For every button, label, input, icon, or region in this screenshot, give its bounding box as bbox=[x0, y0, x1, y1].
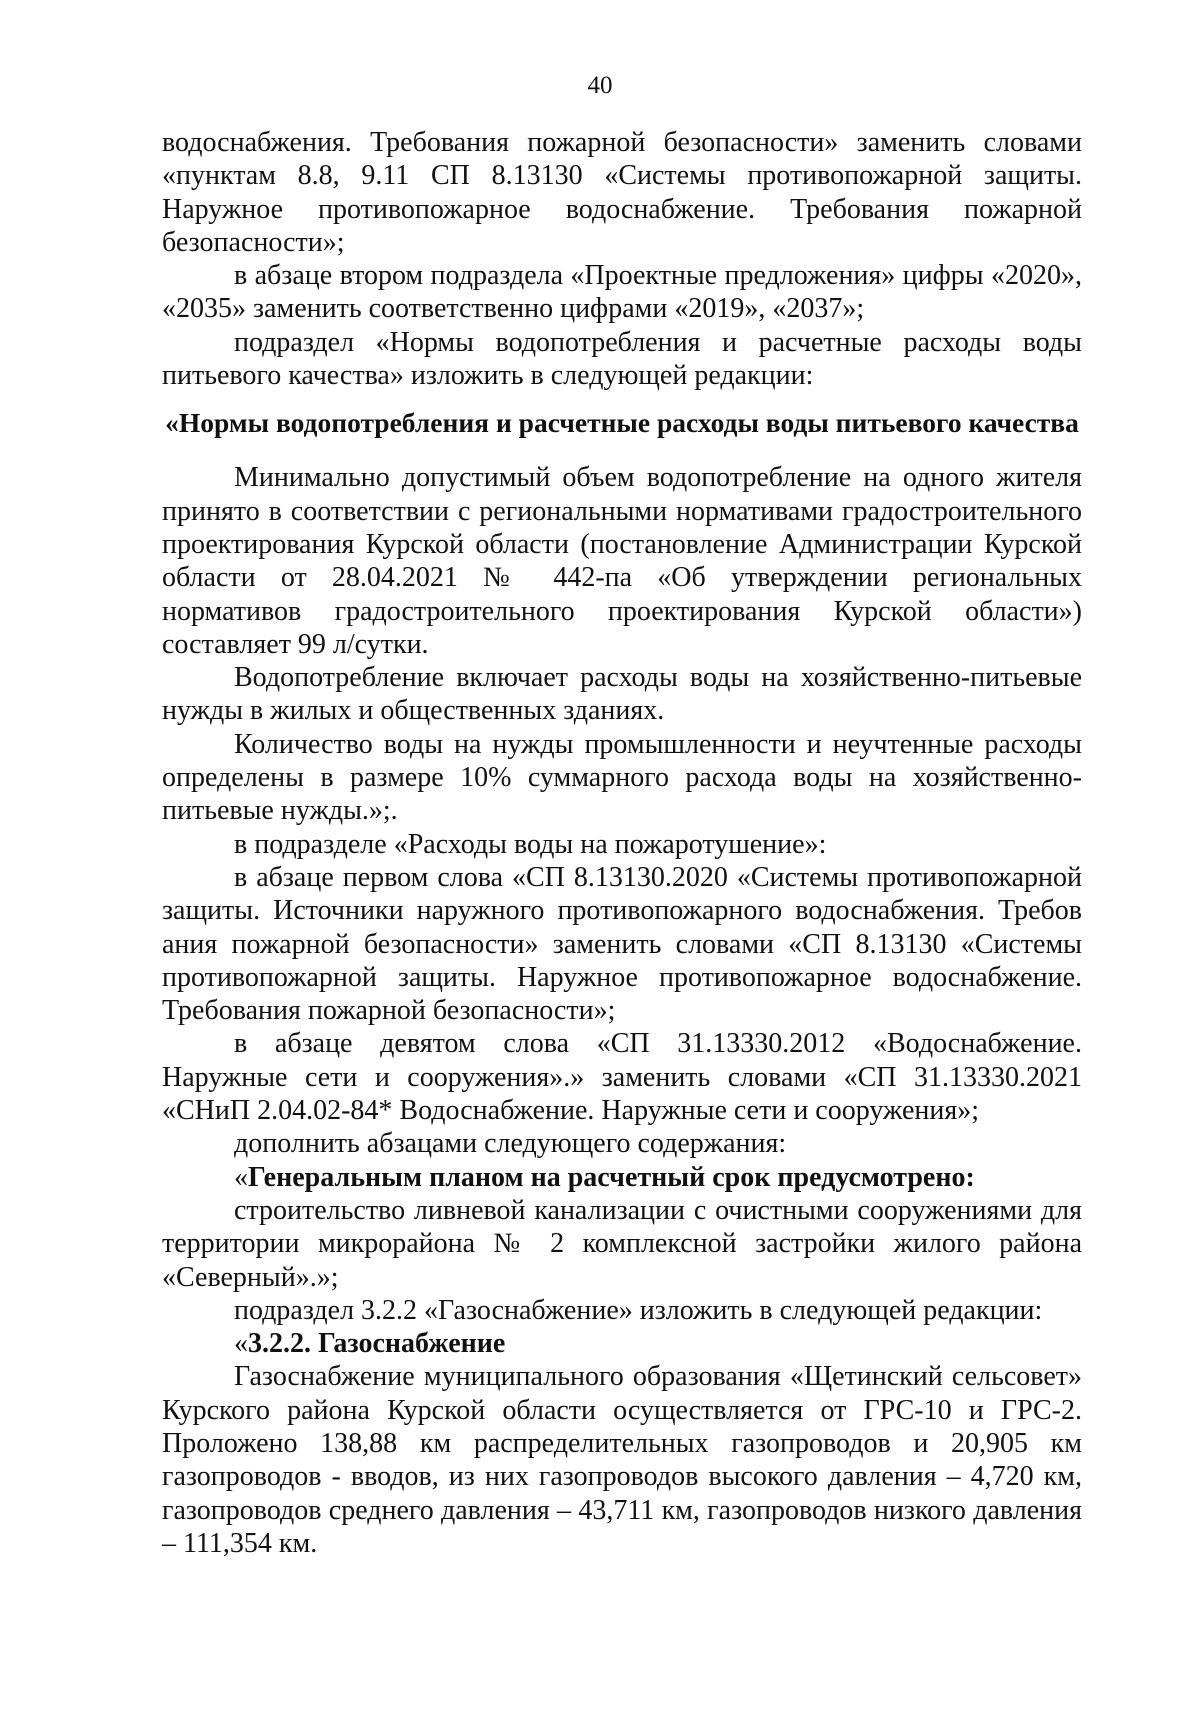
document-body bbox=[162, 126, 1082, 1560]
page-number: 40 bbox=[587, 72, 613, 99]
paragraph: Минимально допустимый объем водопотребление на одного жителя принято в соответствии с региональными нормативами градостроительного проектирования Курской области (постановление Администрации Курской области от 28.04.2021 № 442-па «Об утверждении региональных нормативов градостроительного проектирования Курской области») составляет 99 л/сутки. bbox=[162, 462, 1082, 660]
paragraph: в абзаце девятом слова «СП 31.13330.2012 «Водоснабжение. Наружные сети и сооружения».» заменить словами «СП 31.13330.2021 «СНиП 2.04.02-84* Водоснабжение. Наружные сети и сооружения»; bbox=[162, 1028, 1082, 1127]
paragraph: в абзаце втором подраздела «Проектные предложения» цифры «2020», «2035» заменить соответственно цифрами «2019», «2037»; bbox=[162, 260, 1082, 325]
paragraph: в подразделе «Расходы воды на пожаротушение»: bbox=[234, 828, 827, 860]
paragraph: Количество воды на нужды промышленности и неучтенные расходы определены в размере 10% суммарного расхода воды на хозяйственно-питьевые нужды.»;. bbox=[162, 728, 1082, 827]
paragraph: водоснабжения. Требования пожарной безопасности» заменить словами «пунктам 8.8, 9.11 СП 8.13130 «Системы противопожарной защиты. Наружное противопожарное водоснабжение. Требования пожарной безопасности»; bbox=[162, 127, 1082, 258]
plan-heading-prefix: « bbox=[234, 1161, 248, 1193]
paragraph: строительство ливневой канализации с очистными сооружениями для территории микрорайона № 2 комплексной застройки жилого района «Северный».»; bbox=[162, 1194, 1082, 1293]
gas-heading bbox=[162, 1327, 1082, 1360]
gas-heading-prefix: « bbox=[234, 1328, 248, 1360]
paragraph: подраздел «Нормы водопотребления и расчетные расходы воды питьевого качества» изложить в следующей редакции: bbox=[162, 326, 1082, 392]
paragraph: Водопотребление включает расходы воды на хозяйственно-питьевые нужды в жилых и общественных зданиях. bbox=[162, 662, 1082, 727]
paragraph: подраздел 3.2.2 «Газоснабжение» изложить в следующей редакции: bbox=[234, 1294, 1043, 1326]
plan-heading-text: Генеральным планом на расчетный срок предусмотрено: bbox=[248, 1161, 975, 1193]
paragraph: в абзаце первом слова «СП 8.13130.2020 «Системы противопожарной защиты. Источники наружного противопожарного водоснабжения. Требов ания пожарной безопасности» заменить словами «СП 8.13130 «Системы противопожарной защиты. Наружное противопожарное водоснабжение. Требования пожарной безопасности»; bbox=[162, 861, 1082, 1027]
section-heading: «Нормы водопотребления и расчетные расходы воды питьевого качества bbox=[165, 407, 1079, 439]
paragraph: Газоснабжение муниципального образования «Щетинский сельсовет» Курского района Курской области осуществляется от ГРС-10 и ГРС-2. Проложено 138,88 км распределительных газопроводов и 20,905 км газопроводов - вводов, из них газопроводов высокого давления – 4,720 км, газопроводов среднего давления – 43,711 км, газопроводов низкого давления – 111,354 км. bbox=[162, 1361, 1082, 1559]
plan-heading bbox=[162, 1161, 1082, 1194]
paragraph: дополнить абзацами следующего содержания: bbox=[234, 1128, 787, 1160]
gas-heading-text: 3.2.2. Газоснабжение bbox=[248, 1328, 506, 1360]
